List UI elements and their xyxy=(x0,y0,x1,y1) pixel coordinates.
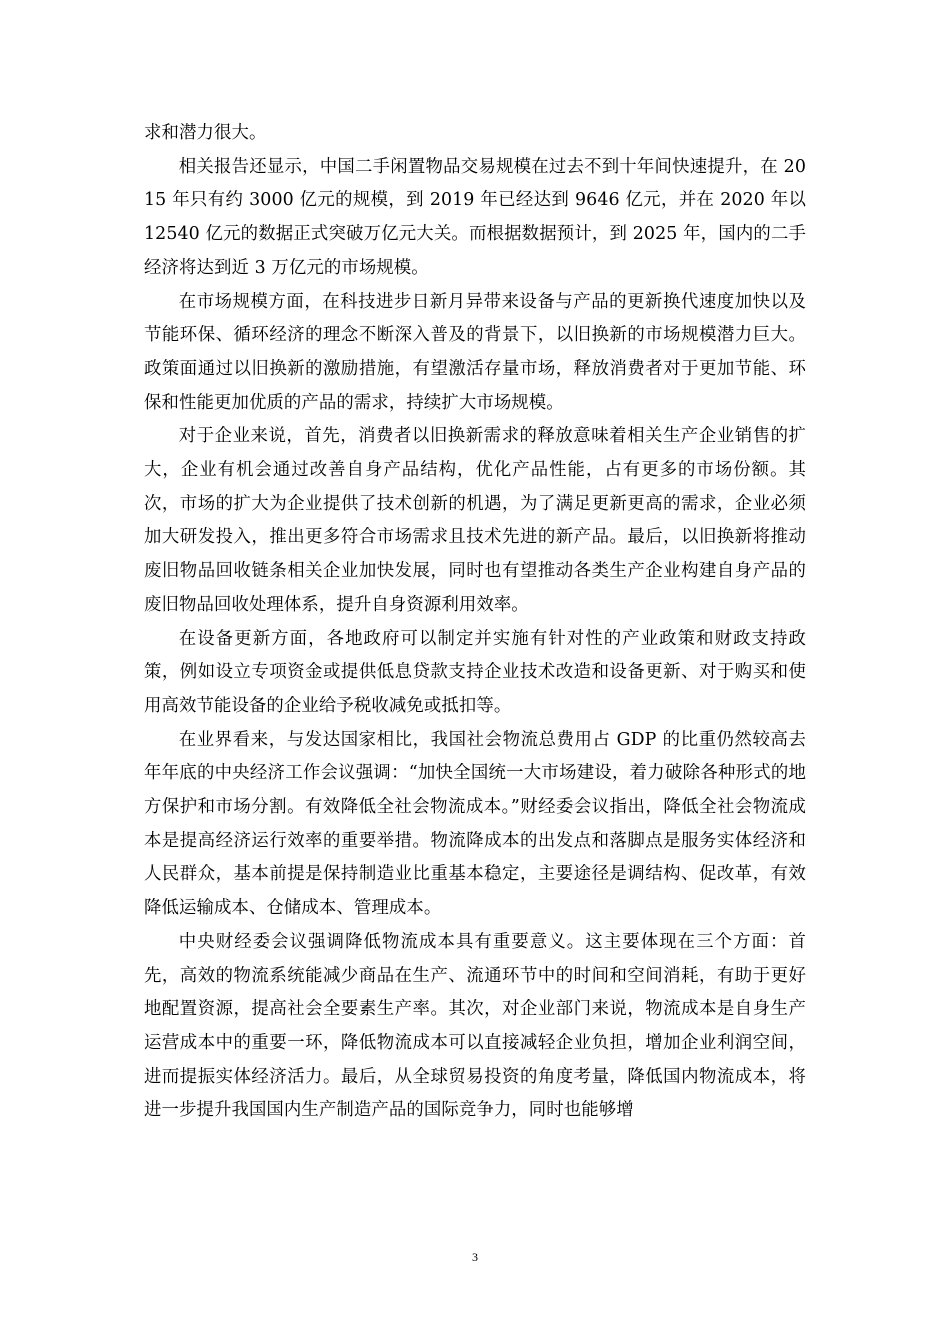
paragraph-secondhand-market: 相关报告还显示，中国二手闲置物品交易规模在过去不到十年间快速提升，在 2015 年只有约 3000 亿元的规模，到 2019 年已经达到 9646 亿元，并在 2020 年以 12540 亿元的数据正式突破万亿元大关。而根据数据预计，到 2025 年，国内的二手经济将达到近 3 万亿元的市场规模。 xyxy=(144,156,806,278)
page-number: 3 xyxy=(472,1250,478,1264)
paragraph-market-scale: 在市场规模方面，在科技进步日新月异带来设备与产品的更新换代速度加快以及节能环保、循环经济的理念不断深入普及的背景下，以旧换新的市场规模潜力巨大。政策面通过以旧换新的激励措施，有望激活存量市场，释放消费者对于更加节能、环保和性能更加优质的产品的需求，持续扩大市场规模。 xyxy=(144,291,806,413)
paragraph-logistics-cost: 在业界看来，与发达国家相比，我国社会物流总费用占 GDP 的比重仍然较高去年年底的中央经济工作会议强调：“加快全国统一大市场建设，着力破除各种形式的地方保护和市场分割。有效降低全社会物流成本。”财经委会议指出，降低全社会物流成本是提高经济运行效率的重要举措。物流降成本的出发点和落脚点是服务实体经济和人民群众，基本前提是保持制造业比重基本稳定，主要途径是调结构、促改革，有效降低运输成本、仓储成本、管理成本。 xyxy=(144,729,806,919)
paragraph-continuation: 求和潜力很大。 xyxy=(144,123,267,143)
paragraph-equipment-update: 在设备更新方面，各地政府可以制定并实施有针对性的产业政策和财政支持政策，例如设立专项资金或提供低息贷款支持企业技术改造和设备更新、对于购买和使用高效节能设备的企业给予税收减免或抵扣等。 xyxy=(144,628,806,716)
page-body xyxy=(144,117,806,1128)
paragraph-logistics-significance: 中央财经委会议强调降低物流成本具有重要意义。这主要体现在三个方面：首先，高效的物流系统能减少商品在生产、流通环节中的时间和空间消耗，有助于更好地配置资源，提高社会全要素生产率。其次，对企业部门来说，物流成本是自身生产运营成本中的重要一环，降低物流成本可以直接减轻企业负担，增加企业利润空间，进而提振实体经济活力。最后，从全球贸易投资的角度考量，降低国内物流成本，将进一步提升我国国内生产制造产品的国际竞争力，同时也能够增 xyxy=(144,931,806,1121)
paragraph-enterprises: 对于企业来说，首先，消费者以旧换新需求的释放意味着相关生产企业销售的扩大，企业有机会通过改善自身产品结构，优化产品性能，占有更多的市场份额。其次，市场的扩大为企业提供了技术创新的机遇，为了满足更新更高的需求，企业必须加大研发投入，推出更多符合市场需求且技术先进的新产品。最后，以旧换新将推动废旧物品回收链条相关企业加快发展，同时也有望推动各类生产企业构建自身产品的废旧物品回收处理体系，提升自身资源利用效率。 xyxy=(144,426,806,615)
